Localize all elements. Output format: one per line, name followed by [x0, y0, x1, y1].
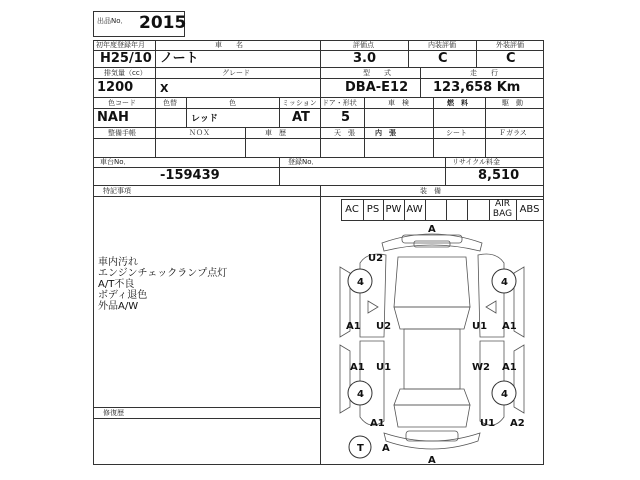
damage-front-right-door-outer: A1 — [502, 321, 517, 332]
nox-label: ＮＯＸ — [189, 129, 210, 137]
damage-rear-left-door-inner: U1 — [376, 362, 392, 373]
mission-label: ミッション — [282, 99, 317, 107]
rule — [485, 97, 486, 127]
rule — [93, 418, 320, 419]
doors-value: 5 — [341, 110, 351, 125]
rule — [364, 97, 365, 127]
damage-rear: A — [428, 455, 436, 465]
first-registration-value: H25/10 — [100, 51, 152, 66]
rule — [320, 97, 321, 127]
rule — [320, 40, 321, 67]
damage-rear-bumper-left: A — [382, 443, 390, 454]
rule — [155, 97, 156, 127]
service-book-label: 整備手帳 — [108, 129, 136, 137]
tire-front-right: 4 — [501, 277, 508, 288]
mission-value: AT — [292, 110, 310, 125]
rule — [320, 67, 321, 97]
damage-rear-right-door-outer: A1 — [502, 362, 517, 373]
notes-label: 特記事項 — [103, 187, 131, 195]
color-code-value: NAH — [97, 110, 129, 125]
damage-front-left-fender: U2 — [368, 253, 384, 264]
equipment-aw: AW — [406, 204, 423, 215]
rule — [467, 199, 468, 221]
listing-number-label: 出品No． — [97, 17, 128, 25]
rule — [433, 127, 434, 157]
grade-label: グレード — [222, 69, 250, 77]
damage-rear-right-door-inner: W2 — [472, 362, 490, 373]
recycle-fee-label: リサイクル料金 — [452, 158, 501, 166]
note-line: ボディ退色 — [98, 290, 148, 301]
rule — [425, 199, 426, 221]
drive-label: 駆 動 — [502, 99, 523, 107]
rule — [408, 40, 409, 67]
rule — [485, 127, 486, 157]
car-history-label: 車 歴 — [265, 129, 286, 137]
rule — [364, 127, 365, 157]
rule — [93, 185, 544, 186]
chassis-number-label: 車台No． — [100, 158, 131, 166]
damage-front-right-door-inner: U1 — [472, 321, 488, 332]
damage-rear-left-door-outer: A1 — [350, 362, 365, 373]
equipment-ps: PS — [366, 204, 380, 215]
rule — [279, 157, 280, 185]
listing-number: 2015 — [139, 13, 187, 33]
equipment-ac: AC — [345, 204, 359, 215]
notes-list — [98, 257, 313, 312]
exterior-grade-value: C — [506, 51, 516, 66]
rule — [155, 40, 156, 67]
tire-rear-right: 4 — [501, 389, 508, 400]
equipment-abs: ABS — [519, 204, 540, 215]
seat-label: シート — [446, 129, 467, 137]
rule — [446, 199, 447, 221]
exterior-grade-label: 外装評価 — [496, 41, 524, 49]
color-label: 色 — [229, 99, 236, 107]
note-line: エンジンチェックランプ点灯 — [98, 268, 228, 279]
damage-rear-right-quarter: U1 — [480, 418, 496, 429]
equipment-airbag: AIR BAG — [492, 199, 513, 219]
tire-rear-left: 4 — [357, 389, 364, 400]
rule — [155, 67, 156, 97]
displacement-label: 排気量（cc） — [104, 69, 147, 77]
registration-number-label: 登録No． — [288, 158, 319, 166]
rule — [320, 127, 321, 157]
car-damage-diagram — [320, 221, 544, 465]
rule — [93, 97, 544, 98]
displacement-value: 1200 — [97, 80, 134, 95]
interior-trim-label: 内 張 — [375, 129, 396, 137]
damage-rear-left-quarter: A1 — [370, 418, 385, 429]
car-name-label: 車 名 — [215, 41, 243, 49]
recycle-fee-value: 8,510 — [478, 168, 520, 183]
tire-front-left: 4 — [357, 277, 364, 288]
equipment-pw: PW — [385, 204, 402, 215]
color-code-label: 色コード — [108, 99, 136, 107]
rule — [93, 127, 544, 128]
mileage-value: 123,658 Km — [433, 80, 521, 95]
fuel-label: 燃 料 — [447, 99, 468, 107]
score-label: 評価点 — [353, 41, 374, 49]
note-line: 車内汚れ — [98, 257, 138, 268]
rule — [93, 407, 320, 408]
rule — [433, 97, 434, 127]
chassis-number-value: -159439 — [160, 168, 220, 183]
car-name-value: ノート — [160, 51, 199, 66]
interior-grade-value: C — [438, 51, 448, 66]
rule — [93, 138, 544, 139]
damage-front: A — [428, 224, 436, 235]
mileage-label: 走 行 — [470, 69, 498, 77]
rule — [476, 40, 477, 67]
rule — [155, 127, 156, 157]
damage-front-left-door-inner: U2 — [376, 321, 392, 332]
rule — [93, 196, 544, 197]
spare-tire: T — [357, 443, 364, 454]
color-change-label: 色替 — [163, 99, 177, 107]
interior-grade-label: 内装評価 — [428, 41, 456, 49]
note-line: A/T不良 — [98, 279, 135, 290]
doors-label: ドア・形状 — [322, 99, 357, 107]
rule — [445, 157, 446, 185]
rule — [93, 67, 544, 68]
rule — [93, 78, 544, 79]
rule — [93, 108, 544, 109]
grade-value: X — [160, 82, 169, 95]
first-registration-label: 初年度登録年月 — [96, 41, 145, 49]
score-value: 3.0 — [353, 51, 377, 66]
damage-front-left-door-outer: A1 — [346, 321, 361, 332]
inspection-label: 車 検 — [388, 99, 409, 107]
color-value: レッド — [191, 114, 218, 124]
front-glass-label: Ｆガラス — [499, 129, 527, 137]
equipment-label: 装 備 — [420, 187, 441, 195]
rule — [245, 127, 246, 157]
rule — [420, 67, 421, 97]
note-line: 外品A/W — [98, 301, 139, 312]
rule — [279, 97, 280, 127]
headliner-label: 天 張 — [334, 129, 355, 137]
damage-rear-right-corner: A2 — [510, 418, 525, 429]
model-code-value: DBA-E12 — [345, 80, 409, 95]
model-code-label: 型 式 — [363, 69, 391, 77]
rule — [186, 97, 187, 127]
repair-history-label: 修復歴 — [103, 409, 124, 417]
